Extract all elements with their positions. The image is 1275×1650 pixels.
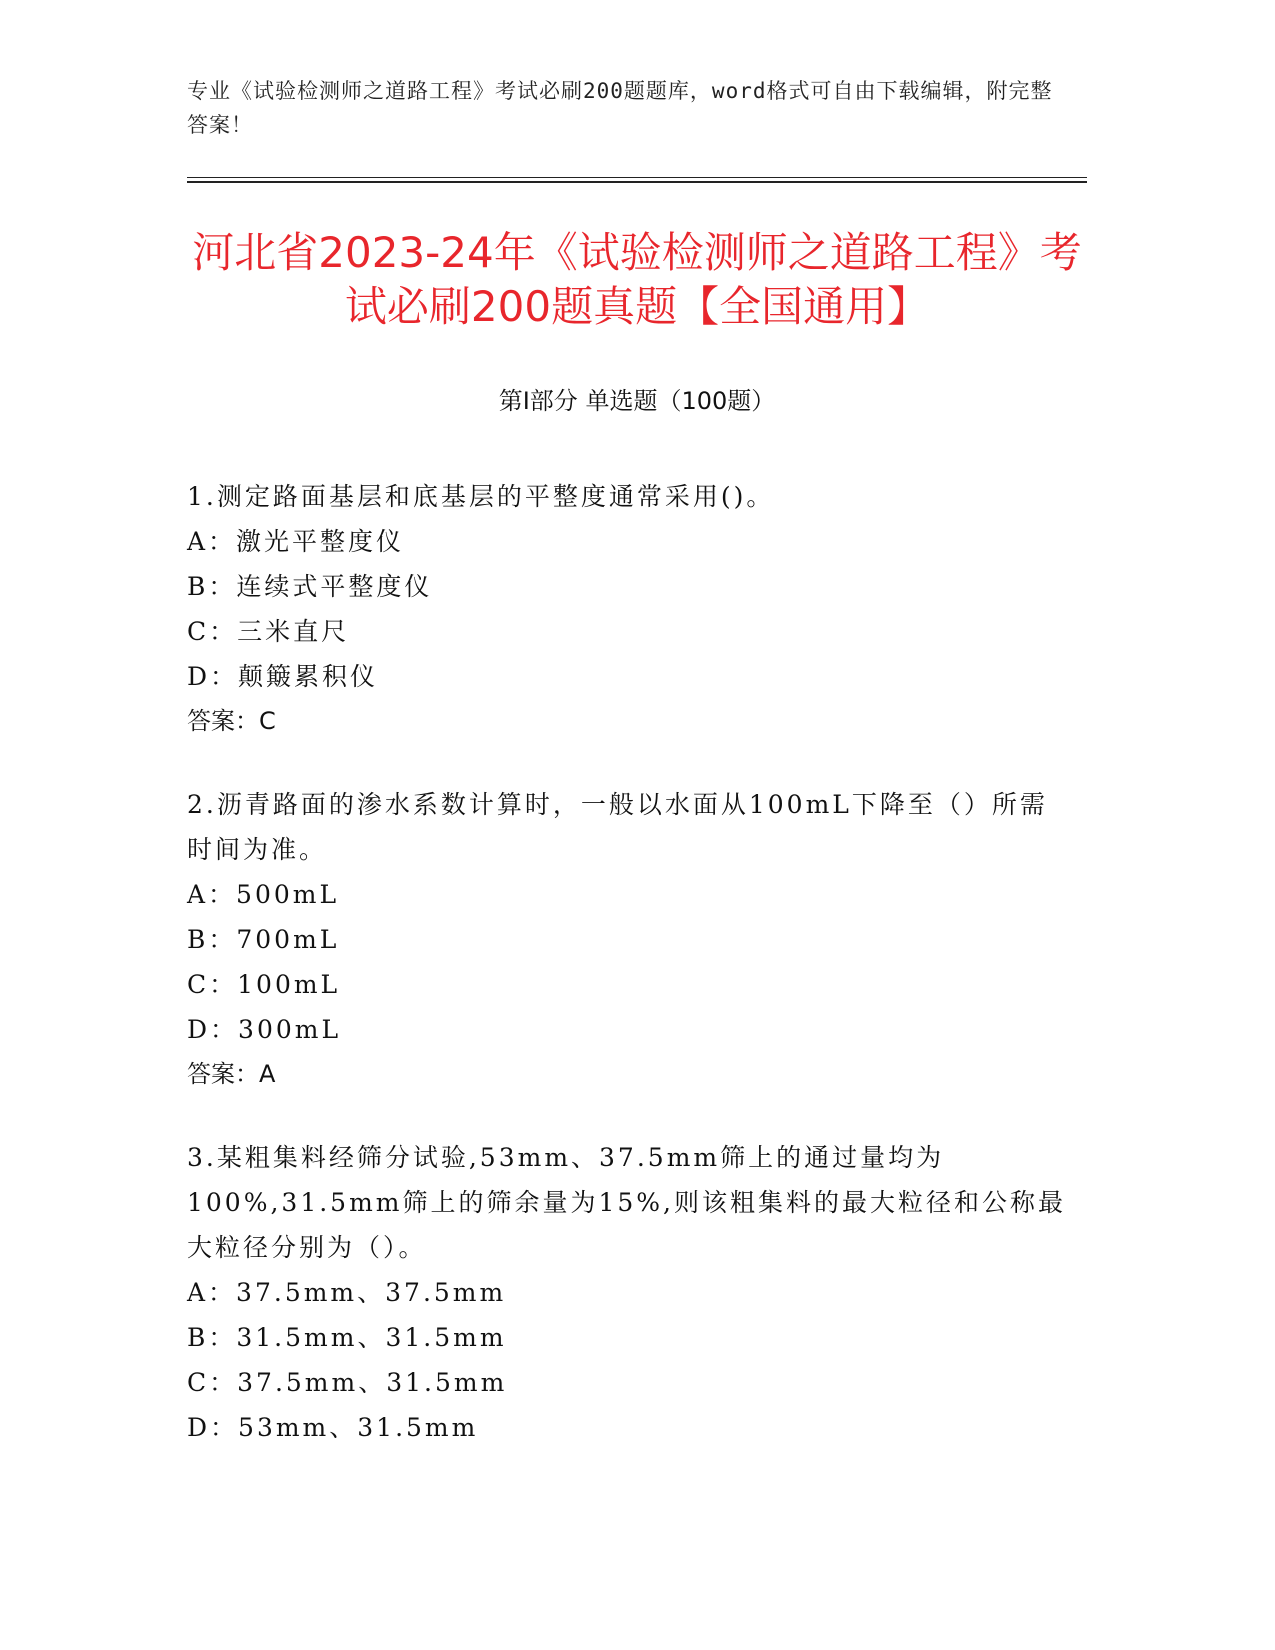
option-a: A：激光平整度仪 <box>187 527 405 556</box>
option-b: B：31.5mm、31.5mm <box>187 1323 507 1352</box>
option-b: B：700mL <box>187 925 340 954</box>
option-c: C：三米直尺 <box>187 617 350 646</box>
option-a: A：500mL <box>187 880 340 909</box>
section-heading: 第Ⅰ部分 单选题（100题） <box>498 387 776 415</box>
question-stem: 3.某粗集料经筛分试验,53mm、37.5mm筛上的通过量均为100%,31.5mm筛上的筛余量为15%,则该粗集料的最大粒径和公称最大粒径分别为（）。 <box>187 1143 1067 1262</box>
option-c: C：37.5mm、31.5mm <box>187 1368 508 1397</box>
document-title: 河北省2023-24年《试验检测师之道路工程》考试必刷200题真题【全国通用】 <box>192 228 1082 331</box>
option-b: B：连续式平整度仪 <box>187 572 433 601</box>
header-note: 专业《试验检测师之道路工程》考试必刷200题题库，word格式可自由下载编辑，附完整答案！ <box>187 79 1053 137</box>
question-2 <box>187 782 1067 1097</box>
header-divider-thick <box>187 181 1087 183</box>
option-d: D：颠簸累积仪 <box>187 662 379 691</box>
option-c: C：100mL <box>187 970 341 999</box>
answer: 答案：A <box>187 1060 276 1088</box>
question-stem: 1.测定路面基层和底基层的平整度通常采用()。 <box>187 482 775 511</box>
answer: 答案：C <box>187 707 276 735</box>
header-divider-thin <box>187 177 1087 178</box>
question-3 <box>187 1135 1067 1450</box>
question-1 <box>187 474 1067 744</box>
option-d: D：300mL <box>187 1015 342 1044</box>
question-stem: 2.沥青路面的渗水系数计算时，一般以水面从100mL下降至（）所需时间为准。 <box>187 790 1048 864</box>
question-list <box>187 474 1067 1488</box>
option-d: D：53mm、31.5mm <box>187 1413 479 1442</box>
option-a: A：37.5mm、37.5mm <box>187 1278 507 1307</box>
